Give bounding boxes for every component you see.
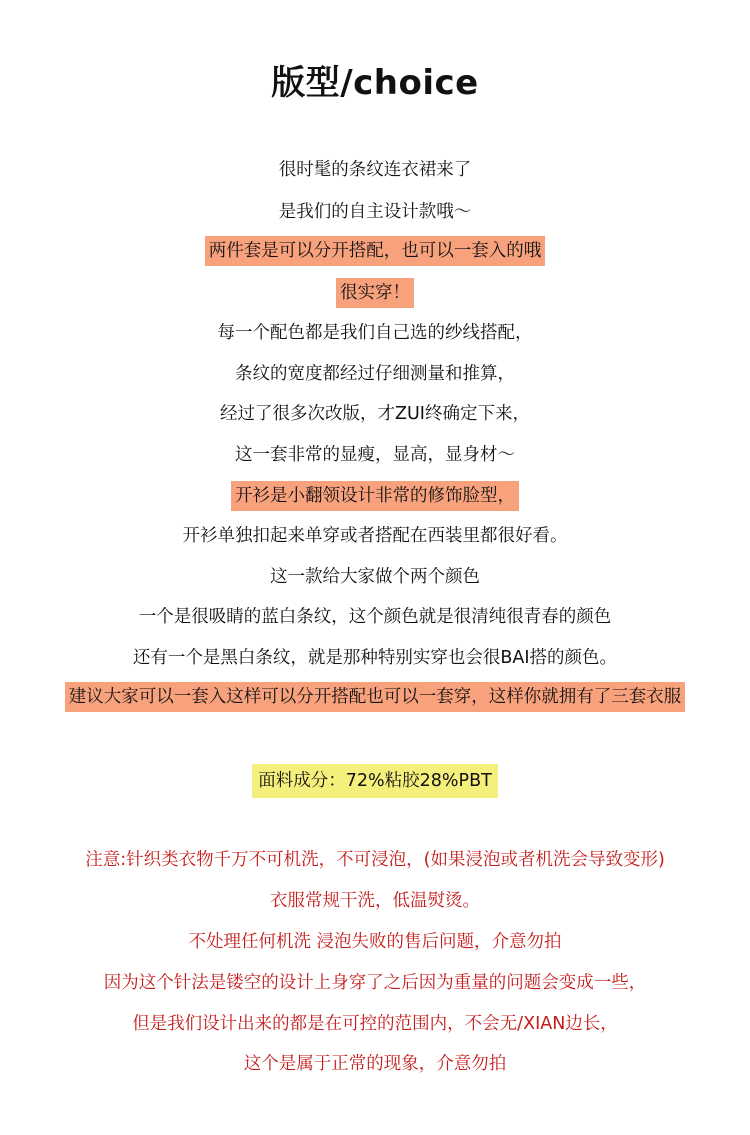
- description-text: 很时髦的条纹连衣裙来了: [278, 160, 472, 180]
- care-note-text: 衣服常规干洗，低温熨烫。: [270, 891, 480, 911]
- description-line-highlighted: [0, 278, 750, 308]
- page-title: 版型/choice: [271, 63, 479, 103]
- care-note-text: 这个是属于正常的现象，介意勿拍: [243, 1054, 507, 1074]
- description-line: [0, 197, 750, 227]
- description-text: 条纹的宽度都经过仔细测量和推算，: [235, 364, 515, 384]
- description-line: [0, 359, 750, 389]
- description-text: 两件套是可以分开搭配，也可以一套入的哦: [205, 236, 546, 266]
- care-note: [0, 1049, 750, 1079]
- care-note-text: 因为这个针法是镂空的设计上身穿了之后因为重量的问题会变成一些，: [103, 973, 647, 993]
- description-text: 这一套非常的显瘦，显高，显身材～: [235, 445, 515, 465]
- description-line-highlighted: [0, 481, 750, 511]
- description-text: 经过了很多次改版，才ZUI终确定下来，: [220, 404, 530, 424]
- description-line: [0, 440, 750, 470]
- description-line: [0, 399, 750, 429]
- description-text: 这一款给大家做个两个颜色: [270, 567, 480, 587]
- description-line: [0, 318, 750, 348]
- description-line: [0, 155, 750, 185]
- description-line: [0, 643, 750, 673]
- description-text: 很实穿！: [336, 278, 414, 308]
- description-text: 开衫是小翻领设计非常的修饰脸型，: [231, 481, 519, 511]
- description-line: [0, 521, 750, 551]
- fabric-text: 面料成分：72%粘胶28%PBT: [252, 764, 498, 798]
- description-text: 还有一个是黑白条纹，就是那种特别实穿也会很BAI搭的颜色。: [132, 648, 618, 668]
- description-line: [0, 602, 750, 632]
- care-note-text: 不处理任何机洗 浸泡失败的售后问题，介意勿拍: [188, 932, 562, 952]
- care-note-text: 注意:针织类衣物千万不可机洗，不可浸泡，(如果浸泡或者机洗会导致变形): [85, 850, 665, 870]
- description-line: [0, 562, 750, 592]
- description-text: 每一个配色都是我们自己选的纱线搭配，: [217, 323, 533, 343]
- description-text: 是我们的自主设计款哦～: [278, 202, 472, 222]
- fabric-composition: [0, 764, 750, 794]
- care-note: [0, 1009, 750, 1039]
- description-line-highlighted: [0, 682, 750, 712]
- description-text: 建议大家可以一套入这样可以分开搭配也可以一套穿，这样你就拥有了三套衣服: [65, 682, 686, 712]
- care-note: [0, 968, 750, 998]
- care-note-text: 但是我们设计出来的都是在可控的范围内，不会无/XIAN边长，: [132, 1014, 618, 1034]
- description-line-highlighted: [0, 236, 750, 266]
- care-note: [0, 886, 750, 916]
- care-note: [0, 927, 750, 957]
- description-text: 一个是很吸睛的蓝白条纹，这个颜色就是很清纯很青春的颜色: [138, 607, 612, 627]
- care-note: [0, 845, 750, 875]
- description-text: 开衫单独扣起来单穿或者搭配在西装里都很好看。: [182, 526, 568, 546]
